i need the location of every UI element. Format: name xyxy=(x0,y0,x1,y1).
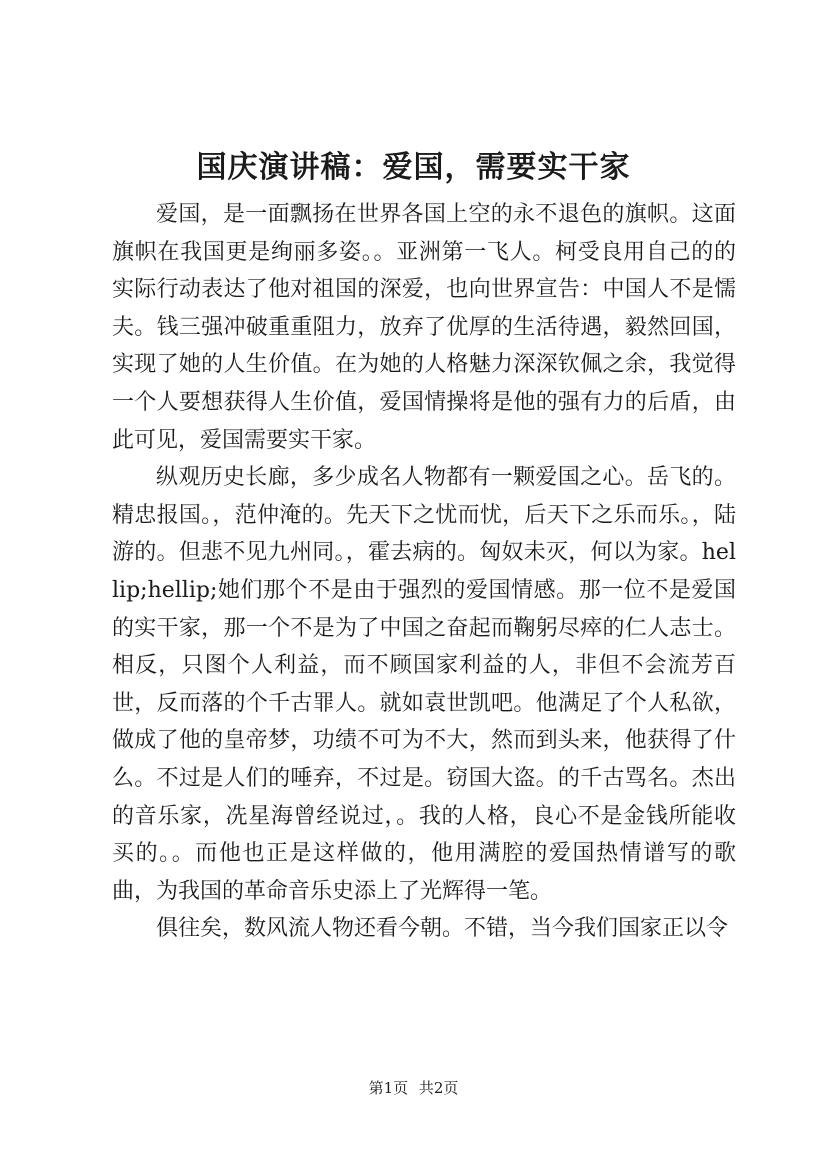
page-number: 第1页 xyxy=(368,1079,409,1097)
paragraph: 爱国，是一面飘扬在世界各国上空的永不退色的旗帜。这面旗帜在我国更是绚丽多姿。。亚洲第一飞人。柯受良用自己的的实际行动表达了他对祖国的深爱，也向世界宣告：中国人不是懦夫。钱三强冲破重重阻力，放弃了优厚的生活待遇，毅然回国，实现了她的人生价值。在为她的人格魅力深深钦佩之余，我觉得一个人要想获得人生价值，爱国情操将是他的强有力的后盾，由此可见，爱国需要实干家。 xyxy=(112,202,736,453)
page-footer xyxy=(0,1078,827,1098)
document-body xyxy=(112,196,736,948)
paragraph: 俱往矣，数风流人物还看今朝。不错，当今我们国家正以令 xyxy=(156,916,729,942)
page-title: 国庆演讲稿：爱国，需要实干家 xyxy=(196,150,631,185)
page-total: 共2页 xyxy=(418,1079,459,1097)
paragraph: 纵观历史长廊，多少成名人物都有一颗爱国之心。岳飞的。精忠报国。，范仲淹的。先天下之忧而忧，后天下之乐而乐。，陆游的。但悲不见九州同。，霍去病的。匈奴未灭，何以为家。hellip;hellip;她们那个不是由于强烈的爱国情感。那一位不是爱国的实干家，那一个不是为了中国之奋起而鞠躬尽瘁的仁人志士。相反，只图个人利益，而不顾国家利益的人，非但不会流芳百世，反而落的个千古罪人。就如袁世凯吧。他满足了个人私欲，做成了他的皇帝梦，功绩不可为不大，然而到头来，他获得了什么。不过是人们的唾弃，不过是。窃国大盗。的千古骂名。杰出的音乐家，冼星海曾经说过，。我的人格，良心不是金钱所能收买的。。而他也正是这样做的，他用满腔的爱国热情谱写的歌曲，为我国的革命音乐史添上了光辉得一笔。 xyxy=(112,465,736,904)
